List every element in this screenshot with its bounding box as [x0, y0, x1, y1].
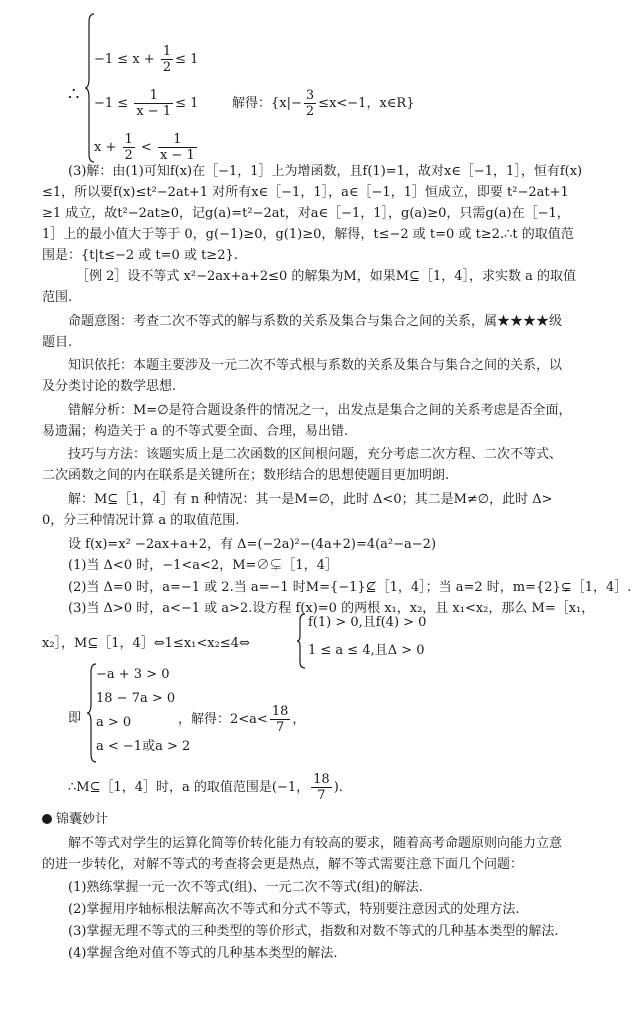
para3-line4: 1］上的最小值大于等于 0，g(−1)≥0，g(1)≥0，解得，t≤−2 或 t=0 或 t≥2.∴t 的取值范 — [42, 227, 574, 242]
para3-line2: ≤1，所以要f(x)≤t²−2at+1 对所有x∈［−1，1］，a∈［−1，1］恒成立，即要 t²−2at+1 — [42, 185, 569, 200]
system2-prefix: 即 — [68, 711, 82, 726]
error-line2: 易遗漏；构造关于 a 的不等式要全面、合理，易出错. — [42, 424, 349, 439]
system2-row4: a < −1或a > 2 — [96, 739, 191, 754]
tips-line1: 解不等式对学生的运算化简等价转化能力有较高的要求，随着高考命题原则向能力立意 — [68, 836, 563, 851]
tips-line2: 的进一步转化，对解不等式的考查将会更是热点，解不等式需要注意下面几个问题： — [42, 857, 524, 872]
example2-line1: ［例 2］设不等式 x²−2ax+a+2≤0 的解集为M，如果M⊆［1，4］，求实数 a 的取值 — [76, 269, 576, 284]
tips-item2: (2)掌握用序轴标根法解高次不等式和分式不等式，特别要注意因式的处理方法. — [68, 902, 520, 917]
solution-line6: (3)当 Δ>0 时，a<−1 或 a>2.设方程 f(x)=0 的两根 x₁，x₂，且 x₁<x₂，那么 M=［x₁， — [68, 601, 595, 616]
system2-row3: a > 0 — [96, 715, 132, 730]
tips-item3: (3)掌握无理不等式的三种类型的等价形式，指数和对数不等式的几种基本类型的解法. — [68, 924, 559, 939]
knowledge-line1: 知识依托：本题主要涉及一元二次不等式根与系数的关系及集合与集合之间的关系，以 — [68, 358, 563, 373]
tips-item1: (1)熟练掌握一元一次不等式(组)、一元二次不等式(组)的解法. — [68, 880, 423, 895]
knowledge-line2: 及分类讨论的数学思想. — [42, 379, 177, 394]
system1-row1: −1 ≤ x + $\frac{1}{2}$ ≤ 1 — [94, 44, 199, 75]
tips-heading: 锦囊妙计 — [42, 812, 602, 828]
system2-row2: 18 − 7a > 0 — [96, 691, 176, 706]
solution-line5: (2)当 Δ=0 时，a=−1 或 2.当 a=−1 时M={−1}⊈［1，4］；当 a=2 时，m={2}⊊［1，4］. — [68, 580, 632, 595]
intent-line2: 题目. — [42, 335, 73, 350]
system1-row3: x + $\frac{1}{2}$ < $\frac{1}{x - 1}$ — [94, 132, 195, 163]
conclusion: ∴M⊆［1，4］时，a 的取值范围是(−1， $\frac{18}{7}$ ). — [68, 772, 343, 803]
therefore-symbol: ∴ — [68, 84, 80, 105]
para3-line1: (3)解：由(1)可知f(x)在［−1，1］上为增函数，且f(1)=1，故对x∈［−1，1］，恒有f(x) — [68, 164, 583, 179]
system1-solution: 解得：{x|− $\frac{3}{2}$ ≤x<−1，x∈R} — [232, 88, 415, 119]
solution-line4: (1)当 Δ<0 时，−1<a<2，M=∅⊊［1，4］ — [68, 558, 338, 573]
system2-row1: −a + 3 > 0 — [96, 667, 170, 682]
skill-line2: 二次函数之间的内在联系是关键所在；数形结合的思想使题目更加明朗. — [42, 468, 450, 483]
para3-line3: ≥1 成立，故t²−2at≥0，记g(a)=t²−2at，对a∈［−1，1］，g(a)≥0，只需g(a)在［−1， — [42, 206, 570, 221]
tips-item4: (4)掌握含绝对值不等式的几种基本类型的解法. — [68, 946, 338, 961]
system2-solution: ，解得：2<a< $\frac{18}{7}$ ， — [178, 704, 306, 735]
solution-line2: 0，分三种情况计算 a 的取值范围. — [42, 513, 240, 528]
example2-line2: 范围. — [42, 290, 73, 305]
error-line1: 错解分析：M=∅是符合题设条件的情况之一，出发点是集合之间的关系考虑是否全面， — [68, 403, 572, 418]
skill-line1: 技巧与方法：该题实质上是二次函数的区间根问题，充分考虑二次方程、二次不等式、 — [68, 447, 563, 462]
bullet-icon — [42, 814, 52, 824]
solution-line1: 解：M⊆［1，4］有 n 种情况：其一是M=∅，此时 Δ<0；其二是M≠∅，此时 Δ> — [68, 492, 553, 507]
case-row1: f(1) > 0,且f(4) > 0 — [308, 615, 427, 630]
para3-line5: 围是：{t|t≤−2 或 t=0 或 t≥2}. — [42, 248, 238, 263]
system1-row2: −1 ≤ $\frac{1}{x - 1}$ ≤ 1 — [94, 88, 199, 119]
solution-line7: x₂］，M⊆［1，4］⇔1≤x₁<x₂≤4⇔ — [42, 636, 250, 651]
solution-line3: 设 f(x)=x² −2ax+a+2，有 Δ=(−2a)²−(4a+2)=4(a²−a−2) — [68, 537, 437, 552]
case-row2: 1 ≤ a ≤ 4,且Δ > 0 — [308, 643, 425, 658]
case-brace — [296, 612, 306, 670]
intent-line1: 命题意图：考查二次不等式的解与系数的关系及集合与集合之间的关系，属★★★★级 — [68, 314, 563, 329]
